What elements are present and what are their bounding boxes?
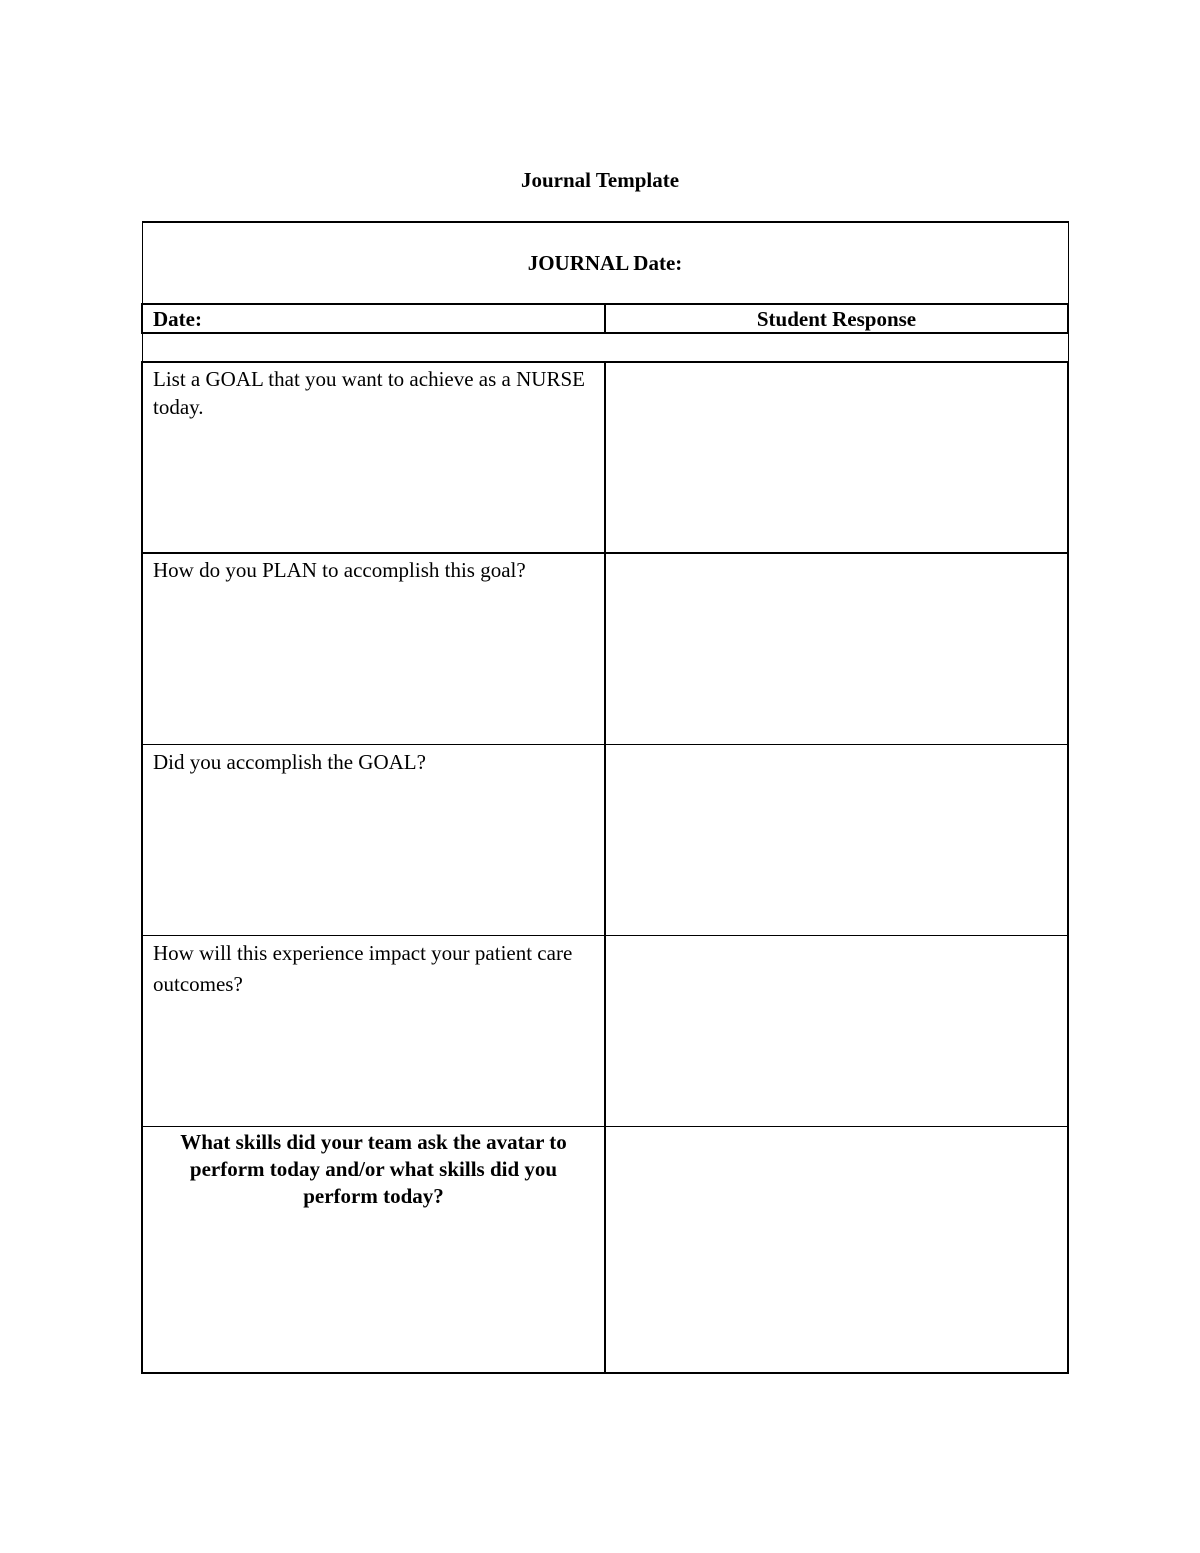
- response-goal[interactable]: [605, 362, 1068, 553]
- spacer-cell: [142, 333, 1068, 362]
- prompt-accomplished: Did you accomplish the GOAL?: [142, 745, 605, 936]
- table-row: [142, 362, 1068, 553]
- response-accomplished[interactable]: [605, 745, 1068, 936]
- table-row: [142, 553, 1068, 745]
- table-row: [142, 1127, 1068, 1374]
- prompt-plan: How do you PLAN to accomplish this goal?: [142, 553, 605, 745]
- prompt-goal: List a GOAL that you want to achieve as a NURSE today.: [142, 362, 605, 553]
- document-title: Journal Template: [520, 168, 680, 192]
- column-header-row: [142, 304, 1068, 333]
- spacer-row: [142, 333, 1068, 362]
- journal-table: [141, 221, 1069, 1374]
- response-skills[interactable]: [605, 1127, 1068, 1374]
- column-header-student-response: Student Response: [605, 304, 1068, 333]
- journal-header-row: [142, 222, 1068, 304]
- response-plan[interactable]: [605, 553, 1068, 745]
- journal-date-header: JOURNAL Date:: [142, 222, 1068, 304]
- table-row: [142, 745, 1068, 936]
- prompt-skills: What skills did your team ask the avatar to perform today and/or what skills did you perform today?: [142, 1127, 605, 1374]
- table-row: [142, 936, 1068, 1127]
- column-header-date: Date:: [142, 304, 605, 333]
- prompt-impact: How will this experience impact your patient care outcomes?: [142, 936, 605, 1127]
- response-impact[interactable]: [605, 936, 1068, 1127]
